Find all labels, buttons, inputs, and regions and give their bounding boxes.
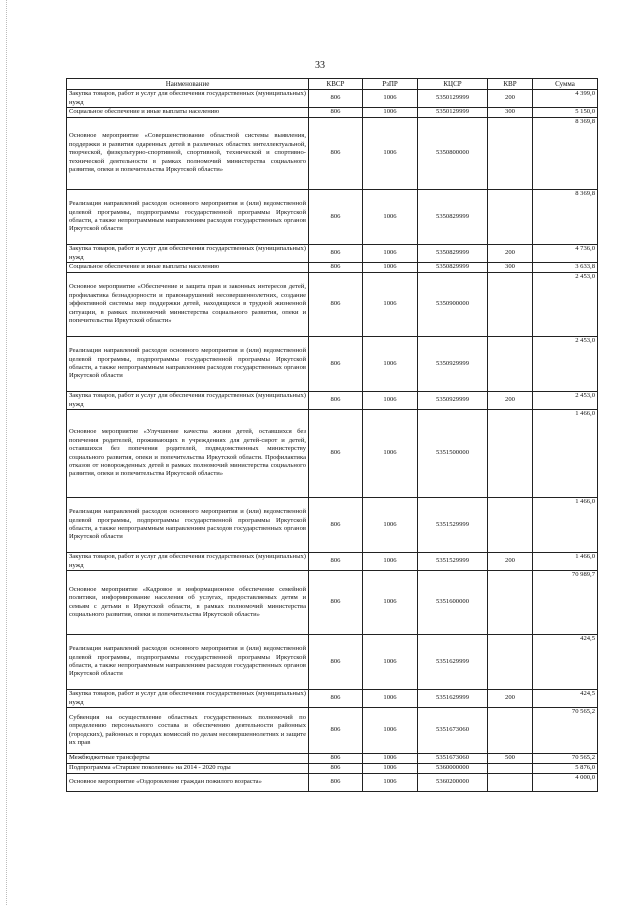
row-rzpr: 1006 — [363, 754, 418, 764]
table-header-row — [67, 79, 598, 90]
row-rzpr: 1006 — [363, 764, 418, 774]
row-name: Реализация направлений расходов основного мероприятия и (или) ведомственной целевой программы, подпрограммы государственной программы Иркутской области, а также непрограммным направлениям расходов государственных органов Иркутской области — [67, 635, 309, 690]
row-kcsr: 5350829999 — [418, 245, 488, 263]
table-row — [67, 337, 598, 392]
row-kvr — [488, 273, 533, 337]
table-row — [67, 90, 598, 108]
row-rzpr: 1006 — [363, 690, 418, 708]
row-kvsr: 806 — [309, 392, 363, 410]
row-kvr — [488, 190, 533, 245]
row-sum: 2 453,0 — [533, 392, 598, 410]
row-kvr: 200 — [488, 690, 533, 708]
row-kcsr: 5360000000 — [418, 764, 488, 774]
table-row — [67, 245, 598, 263]
table-row — [67, 708, 598, 754]
row-kvsr: 806 — [309, 245, 363, 263]
row-rzpr: 1006 — [363, 263, 418, 273]
row-name: Основное мероприятие «Улучшение качества жизни детей, оставшихся без попечения родителей, проживающих в учреждениях для детей-сирот и детей, оставшихся без попечения родителей, подведомственных министерству социального развития, опеки и попечительства Иркутской области. Профилактика отказов от новорожденных детей в рамках полномочий министерства социального развития, опеки и попечительства Иркутской области» — [67, 410, 309, 498]
row-name: Основное мероприятие «Совершенствование областной системы выявления, поддержки и развития одаренных детей в различных областях интеллектуальной, творческой, физкультурно-спортивной, спортивной, технической и спортивно-технической деятельности в рамках полномочий министерства социального развития, опеки и попечительства Иркутской области» — [67, 118, 309, 190]
row-kvr — [488, 764, 533, 774]
row-sum: 70 565,2 — [533, 754, 598, 764]
row-sum: 2 453,0 — [533, 273, 598, 337]
row-sum: 1 466,0 — [533, 498, 598, 553]
row-name: Социальное обеспечение и иные выплаты населению — [67, 263, 309, 273]
row-kvsr: 806 — [309, 708, 363, 754]
row-sum: 4 736,0 — [533, 245, 598, 263]
row-sum: 8 369,8 — [533, 190, 598, 245]
header-name: Наименование — [67, 79, 309, 90]
row-kvr: 200 — [488, 90, 533, 108]
row-name: Реализация направлений расходов основного мероприятия и (или) ведомственной целевой программы, подпрограммы государственной программы Иркутской области, а также непрограммным направлениям расходов государственных органов Иркутской области — [67, 498, 309, 553]
row-rzpr: 1006 — [363, 337, 418, 392]
row-kvsr: 806 — [309, 774, 363, 792]
row-kvsr: 806 — [309, 754, 363, 764]
row-kvr — [488, 337, 533, 392]
row-kcsr: 5351529999 — [418, 498, 488, 553]
row-kvsr: 806 — [309, 263, 363, 273]
row-kcsr: 5350800000 — [418, 118, 488, 190]
row-kcsr: 5350129999 — [418, 108, 488, 118]
table-row — [67, 118, 598, 190]
header-rzpr: РзПР — [363, 79, 418, 90]
row-kcsr: 5350900000 — [418, 273, 488, 337]
table-row — [67, 754, 598, 764]
row-name: Закупка товаров, работ и услуг для обеспечения государственных (муниципальных) нужд — [67, 392, 309, 410]
row-kcsr: 5360200000 — [418, 774, 488, 792]
row-kvsr: 806 — [309, 337, 363, 392]
scan-edge-mark — [6, 0, 8, 905]
table-row — [67, 108, 598, 118]
row-sum: 1 466,0 — [533, 410, 598, 498]
row-rzpr: 1006 — [363, 498, 418, 553]
row-sum: 70 565,2 — [533, 708, 598, 754]
row-sum: 5 150,0 — [533, 108, 598, 118]
row-kcsr: 5351529999 — [418, 553, 488, 571]
row-kvsr: 806 — [309, 118, 363, 190]
row-kvsr: 806 — [309, 553, 363, 571]
table-row — [67, 273, 598, 337]
row-kvr: 300 — [488, 263, 533, 273]
row-name: Закупка товаров, работ и услуг для обеспечения государственных (муниципальных) нужд — [67, 690, 309, 708]
row-name: Подпрограмма «Старшее поколение» на 2014 - 2020 годы — [67, 764, 309, 774]
row-sum: 424,5 — [533, 690, 598, 708]
header-sum: Сумма — [533, 79, 598, 90]
row-sum: 3 633,8 — [533, 263, 598, 273]
table-row — [67, 635, 598, 690]
row-kvr: 500 — [488, 754, 533, 764]
row-name: Основное мероприятие «Обеспечение и защита прав и законных интересов детей, профилактика безнадзорности и правонарушений несовершеннолетних, создание эффективной системы мер поддержки детей, находящихся в трудной жизненной ситуации, в рамках полномочий министерства социального развития, опеки и попечительства Иркутской области» — [67, 273, 309, 337]
row-rzpr: 1006 — [363, 190, 418, 245]
table-row — [67, 410, 598, 498]
row-kcsr: 5351629999 — [418, 635, 488, 690]
row-rzpr: 1006 — [363, 118, 418, 190]
row-kvr: 300 — [488, 108, 533, 118]
row-kvr: 200 — [488, 553, 533, 571]
row-sum: 4 399,0 — [533, 90, 598, 108]
row-name: Закупка товаров, работ и услуг для обеспечения государственных (муниципальных) нужд — [67, 553, 309, 571]
row-kvsr: 806 — [309, 410, 363, 498]
row-name: Межбюджетные трансферты — [67, 754, 309, 764]
row-kcsr: 5351600000 — [418, 571, 488, 635]
row-kvr — [488, 571, 533, 635]
header-kvr: КВР — [488, 79, 533, 90]
row-sum: 8 369,8 — [533, 118, 598, 190]
budget-table — [66, 78, 598, 792]
row-sum: 5 876,0 — [533, 764, 598, 774]
row-kcsr: 5351500000 — [418, 410, 488, 498]
table-row — [67, 571, 598, 635]
row-kcsr: 5350829999 — [418, 190, 488, 245]
row-rzpr: 1006 — [363, 410, 418, 498]
header-kvsr: КВСР — [309, 79, 363, 90]
row-kcsr: 5351673060 — [418, 754, 488, 764]
row-kcsr: 5351629999 — [418, 690, 488, 708]
row-sum: 2 453,0 — [533, 337, 598, 392]
table-row — [67, 553, 598, 571]
table-row — [67, 263, 598, 273]
table-row — [67, 498, 598, 553]
row-kvr: 200 — [488, 392, 533, 410]
row-name: Социальное обеспечение и иные выплаты населению — [67, 108, 309, 118]
table-row — [67, 764, 598, 774]
row-kcsr: 5350929999 — [418, 392, 488, 410]
row-rzpr: 1006 — [363, 90, 418, 108]
row-sum: 1 466,0 — [533, 553, 598, 571]
table-row — [67, 392, 598, 410]
row-name: Реализация направлений расходов основного мероприятия и (или) ведомственной целевой программы, подпрограммы государственной программы Иркутской области, а также непрограммным направлениям расходов государственных органов Иркутской области — [67, 190, 309, 245]
table-row — [67, 774, 598, 792]
row-kvsr: 806 — [309, 108, 363, 118]
row-kvsr: 806 — [309, 273, 363, 337]
row-name: Основное мероприятие «Оздоровление граждан пожилого возраста» — [67, 774, 309, 792]
row-rzpr: 1006 — [363, 108, 418, 118]
row-kcsr: 5351673060 — [418, 708, 488, 754]
row-name: Основное мероприятие «Кадровое и информационное обеспечение семейной политики, информирование населения об услугах, предоставляемых детям и семьям с детьми в Иркутской области, в рамках полномочий министерства социального развития, опеки и попечительства Иркутской области» — [67, 571, 309, 635]
header-kcsr: КЦСР — [418, 79, 488, 90]
page-number: 33 — [315, 60, 325, 71]
row-kvr — [488, 635, 533, 690]
row-kvsr: 806 — [309, 90, 363, 108]
row-kvr — [488, 708, 533, 754]
row-sum: 70 989,7 — [533, 571, 598, 635]
row-rzpr: 1006 — [363, 392, 418, 410]
row-name: Субвенция на осуществление областных государственных полномочий по определению персонального состава и обеспечению деятельности районных (городских), районных в городах комиссий по делам несовершеннолетних и защите их прав — [67, 708, 309, 754]
row-kvr — [488, 498, 533, 553]
row-name: Закупка товаров, работ и услуг для обеспечения государственных (муниципальных) нужд — [67, 245, 309, 263]
row-rzpr: 1006 — [363, 774, 418, 792]
row-sum: 424,5 — [533, 635, 598, 690]
row-kcsr: 5350929999 — [418, 337, 488, 392]
row-rzpr: 1006 — [363, 245, 418, 263]
row-kvsr: 806 — [309, 498, 363, 553]
row-name: Закупка товаров, работ и услуг для обеспечения государственных (муниципальных) нужд — [67, 90, 309, 108]
row-kvsr: 806 — [309, 635, 363, 690]
row-kvsr: 806 — [309, 764, 363, 774]
table-row — [67, 690, 598, 708]
row-rzpr: 1006 — [363, 273, 418, 337]
row-rzpr: 1006 — [363, 553, 418, 571]
row-name: Реализация направлений расходов основного мероприятия и (или) ведомственной целевой программы, подпрограммы государственной программы Иркутской области, а также непрограммным направлениям расходов государственных органов Иркутской области — [67, 337, 309, 392]
row-kcsr: 5350129999 — [418, 90, 488, 108]
row-kcsr: 5350829999 — [418, 263, 488, 273]
table-row — [67, 190, 598, 245]
row-kvsr: 806 — [309, 690, 363, 708]
row-kvr: 200 — [488, 245, 533, 263]
row-kvr — [488, 410, 533, 498]
row-kvr — [488, 118, 533, 190]
row-sum: 4 000,0 — [533, 774, 598, 792]
row-kvsr: 806 — [309, 571, 363, 635]
row-kvsr: 806 — [309, 190, 363, 245]
row-rzpr: 1006 — [363, 635, 418, 690]
row-rzpr: 1006 — [363, 708, 418, 754]
row-kvr — [488, 774, 533, 792]
row-rzpr: 1006 — [363, 571, 418, 635]
